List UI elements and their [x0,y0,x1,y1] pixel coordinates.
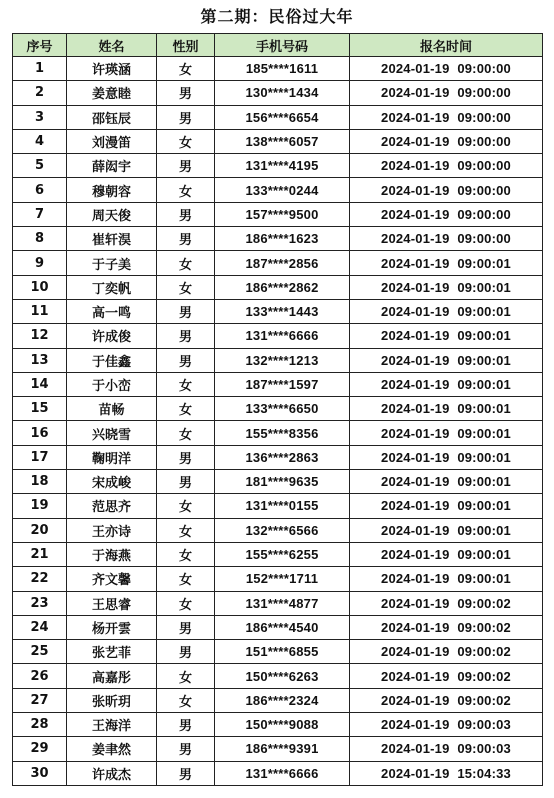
cell-no: 13 [13,348,67,372]
cell-no: 22 [13,567,67,591]
cell-no: 20 [13,518,67,542]
registration-table [12,33,543,786]
cell-phone: 186****2862 [215,275,350,299]
cell-time: 2024-01-19 09:00:01 [350,421,543,445]
cell-phone: 133****1443 [215,299,350,323]
cell-no: 23 [13,591,67,615]
cell-phone: 151****6855 [215,640,350,664]
cell-name: 宋成峻 [67,470,157,494]
cell-gender: 男 [157,445,215,469]
cell-phone: 133****0244 [215,178,350,202]
cell-gender: 女 [157,567,215,591]
cell-gender: 男 [157,324,215,348]
cell-gender: 男 [157,299,215,323]
table-row [13,737,543,761]
cell-time: 2024-01-19 09:00:01 [350,299,543,323]
cell-gender: 男 [157,640,215,664]
table-row [13,688,543,712]
table-row [13,275,543,299]
cell-time: 2024-01-19 09:00:01 [350,567,543,591]
cell-gender: 男 [157,81,215,105]
column-header-no: 序号 [13,34,67,57]
cell-phone: 150****6263 [215,664,350,688]
cell-gender: 男 [157,154,215,178]
cell-name: 姜意睦 [67,81,157,105]
cell-gender: 男 [157,105,215,129]
cell-name: 刘漫笛 [67,129,157,153]
cell-phone: 133****6650 [215,397,350,421]
table-row [13,640,543,664]
cell-no: 5 [13,154,67,178]
cell-phone: 150****9088 [215,713,350,737]
table-row [13,348,543,372]
cell-no: 24 [13,615,67,639]
cell-name: 苗畅 [67,397,157,421]
cell-no: 17 [13,445,67,469]
table-body [13,57,543,786]
cell-phone: 155****6255 [215,542,350,566]
cell-time: 2024-01-19 09:00:00 [350,81,543,105]
cell-name: 王思睿 [67,591,157,615]
cell-name: 崔轩淏 [67,227,157,251]
table-row [13,372,543,396]
cell-phone: 130****1434 [215,81,350,105]
cell-name: 许成杰 [67,761,157,785]
table-row [13,299,543,323]
cell-time: 2024-01-19 09:00:00 [350,154,543,178]
cell-gender: 女 [157,664,215,688]
cell-phone: 181****9635 [215,470,350,494]
table-row [13,445,543,469]
cell-time: 2024-01-19 09:00:02 [350,688,543,712]
table-row [13,591,543,615]
cell-time: 2024-01-19 09:00:01 [350,542,543,566]
cell-gender: 女 [157,591,215,615]
cell-phone: 185****1611 [215,57,350,81]
cell-no: 18 [13,470,67,494]
cell-no: 28 [13,713,67,737]
cell-no: 6 [13,178,67,202]
table-row [13,154,543,178]
cell-name: 张艺菲 [67,640,157,664]
table-row [13,567,543,591]
cell-time: 2024-01-19 09:00:01 [350,445,543,469]
table-row [13,57,543,81]
cell-gender: 女 [157,275,215,299]
table-header [13,34,543,57]
cell-gender: 女 [157,57,215,81]
table-row [13,470,543,494]
cell-name: 薛闳宇 [67,154,157,178]
cell-name: 齐文馨 [67,567,157,591]
cell-time: 2024-01-19 09:00:00 [350,178,543,202]
cell-phone: 186****2324 [215,688,350,712]
cell-no: 14 [13,372,67,396]
cell-no: 29 [13,737,67,761]
cell-name: 于小峦 [67,372,157,396]
cell-gender: 女 [157,397,215,421]
cell-name: 王亦诗 [67,518,157,542]
cell-name: 鞠明洋 [67,445,157,469]
cell-name: 许成俊 [67,324,157,348]
table-row [13,251,543,275]
cell-time: 2024-01-19 09:00:00 [350,129,543,153]
cell-gender: 女 [157,421,215,445]
cell-gender: 女 [157,688,215,712]
cell-name: 杨开雲 [67,615,157,639]
column-header-name: 姓名 [67,34,157,57]
column-header-time: 报名时间 [350,34,543,57]
cell-time: 2024-01-19 09:00:02 [350,591,543,615]
cell-no: 25 [13,640,67,664]
cell-time: 2024-01-19 15:04:33 [350,761,543,785]
cell-phone: 157****9500 [215,202,350,226]
cell-phone: 155****8356 [215,421,350,445]
cell-no: 19 [13,494,67,518]
cell-gender: 女 [157,129,215,153]
cell-name: 于子美 [67,251,157,275]
cell-name: 周天俊 [67,202,157,226]
cell-phone: 156****6654 [215,105,350,129]
table-row [13,129,543,153]
table-row [13,81,543,105]
cell-no: 27 [13,688,67,712]
cell-name: 高一鸣 [67,299,157,323]
cell-no: 26 [13,664,67,688]
cell-gender: 女 [157,178,215,202]
cell-time: 2024-01-19 09:00:02 [350,664,543,688]
cell-name: 姜聿然 [67,737,157,761]
cell-no: 3 [13,105,67,129]
cell-no: 12 [13,324,67,348]
cell-time: 2024-01-19 09:00:01 [350,518,543,542]
cell-time: 2024-01-19 09:00:01 [350,397,543,421]
cell-name: 兴晓雪 [67,421,157,445]
cell-phone: 131****4195 [215,154,350,178]
table-row [13,202,543,226]
cell-name: 许瑛涵 [67,57,157,81]
cell-name: 于海燕 [67,542,157,566]
cell-gender: 男 [157,348,215,372]
table-row [13,178,543,202]
cell-time: 2024-01-19 09:00:01 [350,251,543,275]
column-header-phone: 手机号码 [215,34,350,57]
page-title: 第二期：民俗过大年 [200,7,354,26]
table-row [13,615,543,639]
cell-time: 2024-01-19 09:00:00 [350,57,543,81]
table-row [13,713,543,737]
cell-phone: 131****6666 [215,761,350,785]
cell-gender: 女 [157,251,215,275]
cell-time: 2024-01-19 09:00:02 [350,640,543,664]
cell-phone: 136****2863 [215,445,350,469]
table-row [13,227,543,251]
cell-no: 2 [13,81,67,105]
cell-time: 2024-01-19 09:00:01 [350,494,543,518]
cell-gender: 女 [157,372,215,396]
table-row [13,105,543,129]
cell-gender: 女 [157,494,215,518]
table-row [13,542,543,566]
cell-name: 邵钰辰 [67,105,157,129]
column-header-gender: 性别 [157,34,215,57]
cell-phone: 131****0155 [215,494,350,518]
cell-no: 8 [13,227,67,251]
cell-time: 2024-01-19 09:00:03 [350,713,543,737]
cell-phone: 152****1711 [215,567,350,591]
table-row [13,518,543,542]
cell-time: 2024-01-19 09:00:00 [350,105,543,129]
table-row [13,761,543,785]
cell-name: 范思齐 [67,494,157,518]
cell-no: 7 [13,202,67,226]
table-row [13,397,543,421]
header-row [13,34,543,57]
cell-name: 张昕玥 [67,688,157,712]
cell-time: 2024-01-19 09:00:01 [350,348,543,372]
cell-phone: 132****1213 [215,348,350,372]
table-row [13,664,543,688]
cell-time: 2024-01-19 09:00:01 [350,470,543,494]
cell-phone: 186****9391 [215,737,350,761]
cell-time: 2024-01-19 09:00:00 [350,202,543,226]
table-row [13,421,543,445]
cell-time: 2024-01-19 09:00:01 [350,372,543,396]
cell-gender: 男 [157,737,215,761]
cell-no: 30 [13,761,67,785]
cell-time: 2024-01-19 09:00:01 [350,275,543,299]
cell-gender: 男 [157,713,215,737]
cell-time: 2024-01-19 09:00:00 [350,227,543,251]
cell-no: 4 [13,129,67,153]
cell-time: 2024-01-19 09:00:02 [350,615,543,639]
cell-name: 于佳鑫 [67,348,157,372]
cell-phone: 186****1623 [215,227,350,251]
cell-phone: 131****4877 [215,591,350,615]
cell-no: 11 [13,299,67,323]
cell-phone: 186****4540 [215,615,350,639]
cell-gender: 女 [157,518,215,542]
cell-no: 21 [13,542,67,566]
cell-gender: 男 [157,202,215,226]
cell-no: 15 [13,397,67,421]
cell-gender: 男 [157,227,215,251]
cell-name: 王海洋 [67,713,157,737]
cell-no: 1 [13,57,67,81]
cell-gender: 女 [157,542,215,566]
cell-no: 16 [13,421,67,445]
cell-time: 2024-01-19 09:00:01 [350,324,543,348]
cell-phone: 187****2856 [215,251,350,275]
cell-name: 高嘉彤 [67,664,157,688]
cell-gender: 男 [157,615,215,639]
cell-no: 10 [13,275,67,299]
table-row [13,324,543,348]
cell-name: 穆朝容 [67,178,157,202]
cell-gender: 男 [157,470,215,494]
cell-phone: 138****6057 [215,129,350,153]
cell-phone: 131****6666 [215,324,350,348]
cell-phone: 187****1597 [215,372,350,396]
cell-phone: 132****6566 [215,518,350,542]
cell-no: 9 [13,251,67,275]
cell-gender: 男 [157,761,215,785]
cell-time: 2024-01-19 09:00:03 [350,737,543,761]
cell-name: 丁奕帆 [67,275,157,299]
table-row [13,494,543,518]
